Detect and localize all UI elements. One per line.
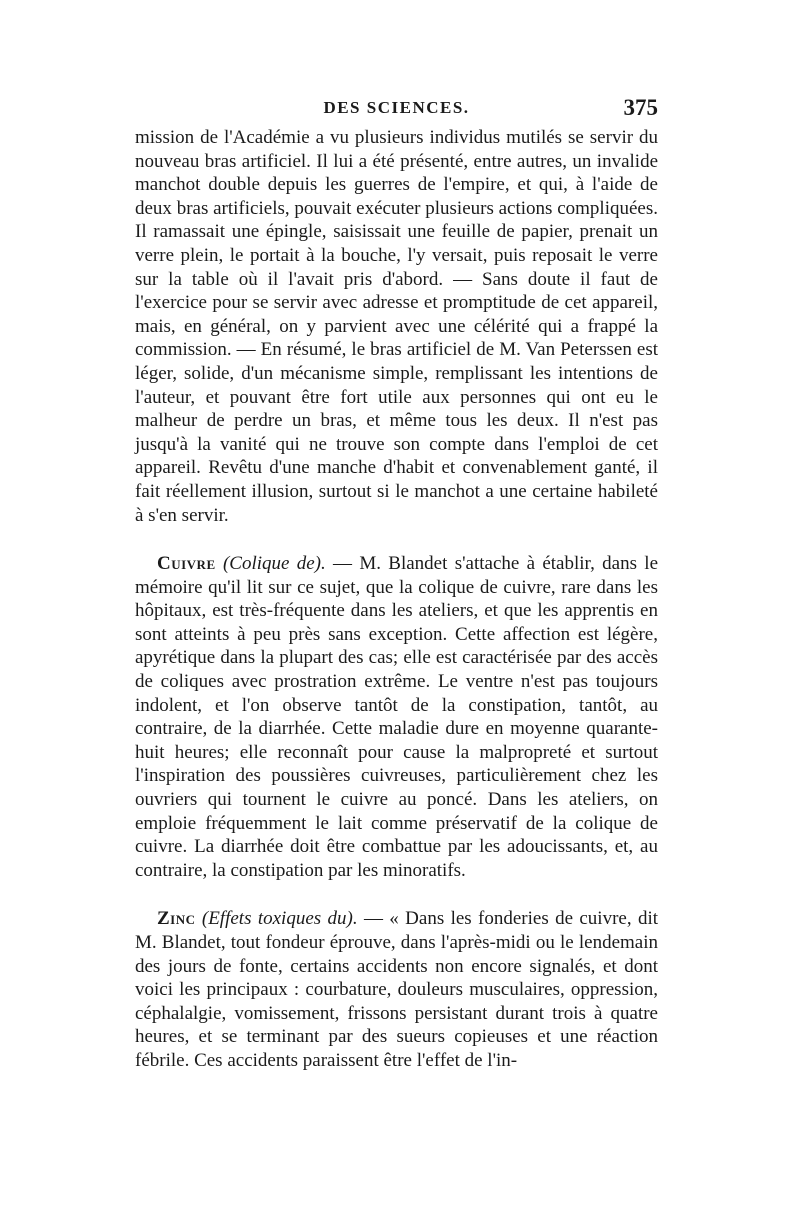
entry-cuivre xyxy=(135,552,658,882)
entry-text: — M. Blandet s'attache à établir, dans le mémoire qu'il lit sur ce sujet, que la colique de cuivre, rare dans les hôpitaux, est très-fréquente dans les ateliers, et que les apprentis en sont atteints à peu près sans exception. Cette affection est légère, apyrétique dans la plupart des cas; elle est caractérisée par des accès de coliques avec prostration extrême. Le ventre n'est pas toujours indolent, et l'on observe tantôt de la constipation, tantôt, au contraire, de la diarrhée. Cette maladie dure en moyenne quarante-huit heures; elle reconnaît pour cause la malpropreté et surtout l'inspiration des poussières cuivreuses, particulièrement chez les ouvriers qui tournent le cuivre au poncé. Dans les ateliers, on emploie fréquemment le lait comme préservatif de la colique de cuivre. La diarrhée doit être combattue par les adoucissants, et, au contraire, la constipation par les minoratifs. xyxy=(135,553,659,881)
paragraph-continued xyxy=(135,126,658,527)
running-title: DES SCIENCES. xyxy=(323,98,470,117)
entry-zinc xyxy=(135,907,658,1072)
body-text xyxy=(135,126,658,1073)
entry-heading: Cuivre xyxy=(157,553,216,575)
entry-text: — « Dans les fonderies de cuivre, dit M. Blandet, tout fondeur éprouve, dans l'après-midi ou le lendemain des jours de fonte, certains accidents non encore signalés, et dont voici les principaux : courbature, douleurs musculaires, oppression, céphalalgie, vomissement, frissons persistant durant trois à quatre heures, et se terminant par des sueurs copieuses et une réaction fébrile. Ces accidents paraissent être l'effet de l'in- xyxy=(135,908,659,1071)
page-header xyxy=(135,95,658,128)
entry-subheading: (Effets toxiques du). xyxy=(201,908,358,930)
paragraph-text: mission de l'Académie a vu plusieurs individus mutilés se servir du nouveau bras artificiel. Il lui a été présenté, entre autres, un invalide manchot double depuis les guerres de l'empire, et qui, à l'aide de deux bras artificiels, pouvait exécuter plusieurs actions compliquées. Il ramassait une épingle, saisissait une feuille de papier, prenait un verre plein, le portait à la bouche, l'y versait, puis reposait le verre sur la table où il l'avait pris d'abord. — Sans doute il faut de l'exercice pour se servir avec adresse et promptitude de cet appareil, mais, en général, on y parvient avec une célérité qui a frappé la commission. — En résumé, le bras artificiel de M. Van Peterssen est léger, solide, d'un mécanisme simple, remplissant les intentions de l'auteur, et pouvant être fort utile aux personnes qui ont eu le malheur de perdre un bras, et même tous les deux. Il n'est pas jusqu'à la vanité qui ne trouve son compte dans l'emploi de cet appareil. Revêtu d'une manche d'habit et convenablement ganté, il fait réellement illusion, surtout si le manchot a une certaine habileté à s'en servir. xyxy=(135,127,658,526)
entry-heading: Zinc xyxy=(157,908,196,930)
entry-subheading: (Colique de). xyxy=(222,553,326,575)
page-number: 375 xyxy=(623,95,658,120)
